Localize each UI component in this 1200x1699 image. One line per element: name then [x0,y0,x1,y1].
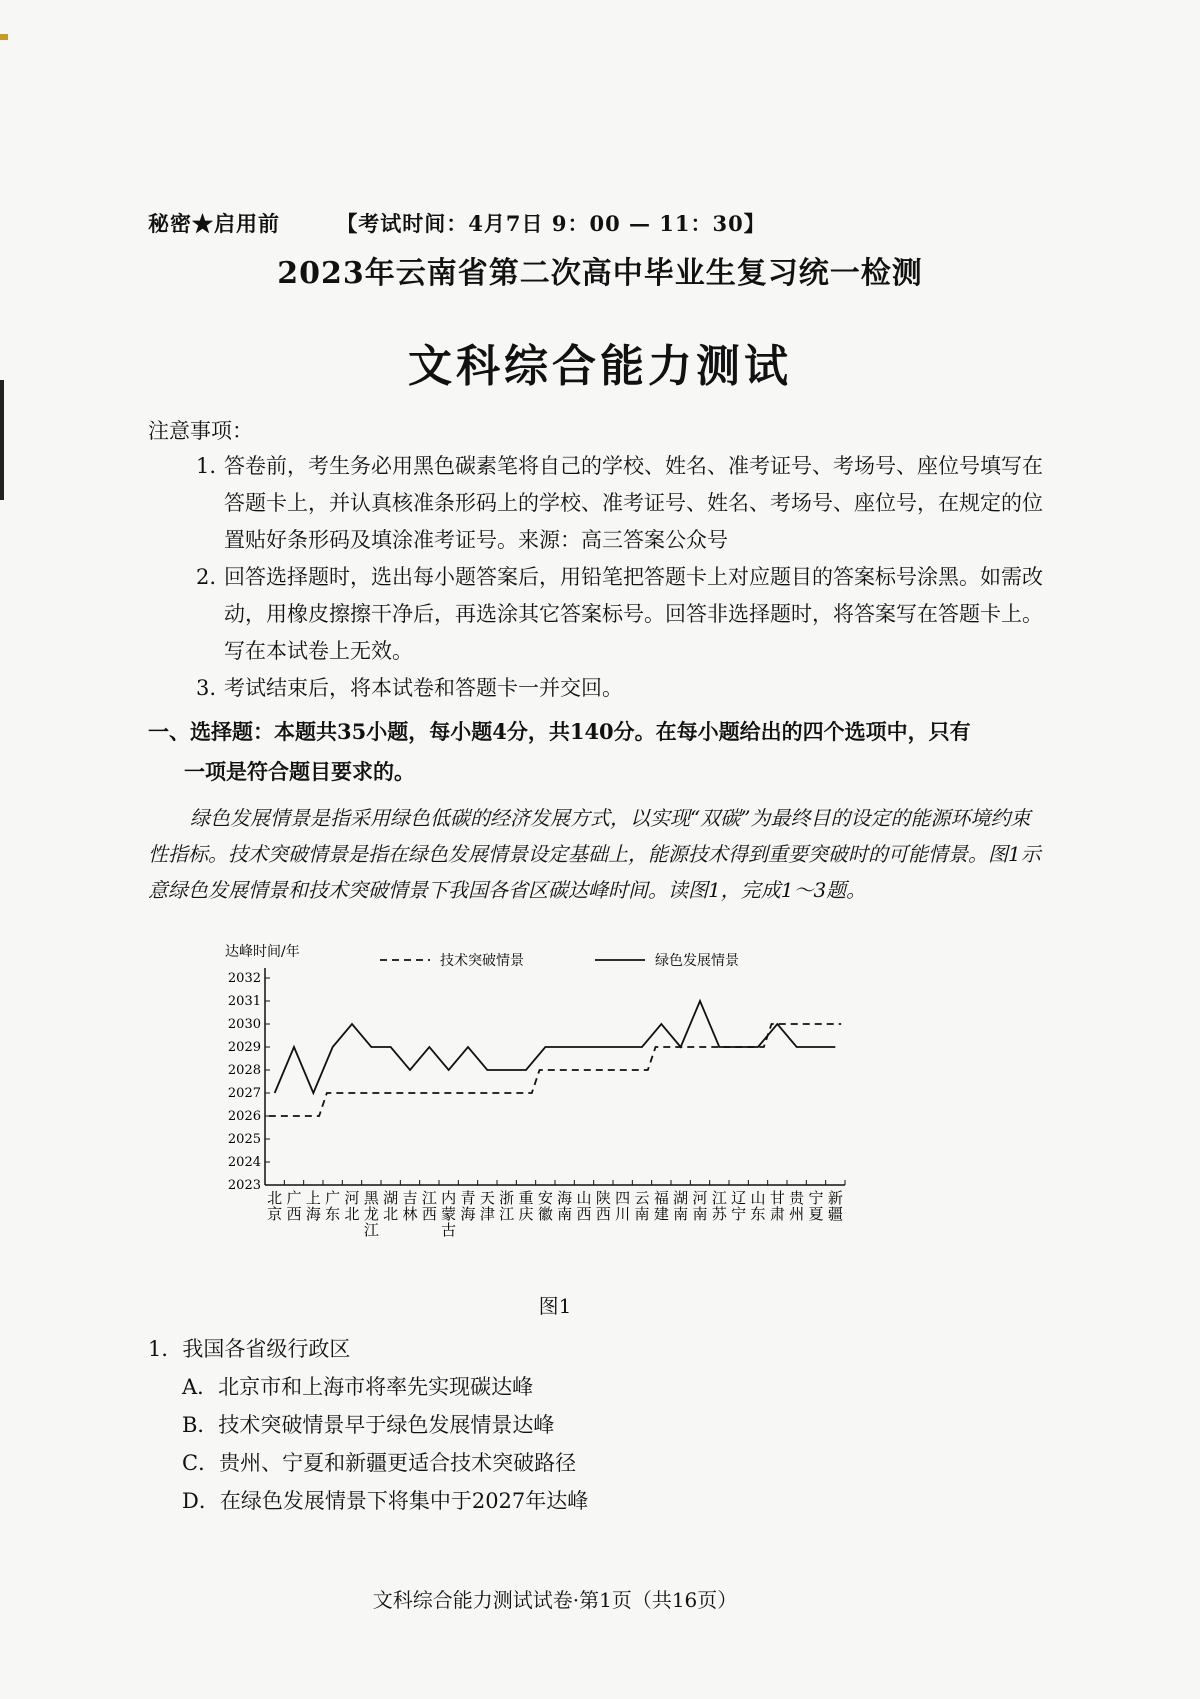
x-tick-label: 福建 [653,1189,669,1223]
notice-text: 考试结束后，将本试卷和答题卡一并交回。 [224,676,623,700]
x-tick-label: 江苏 [711,1189,727,1223]
section-line-1: 一、选择题：本题共35小题，每小题4分，共140分。在每小题给出的四个选项中，只有 [148,719,971,744]
series-line-tech-breakthrough [269,1024,841,1116]
notice-number: 2. [196,565,217,589]
x-tick-label: 广东 [325,1189,341,1223]
x-tick-label: 山东 [750,1189,766,1223]
notice-text: 答卷前，考生务必用黑色碳素笔将自己的学校、姓名、准考证号、考场号、座位号填写在答题卡上，并认真核准条形码上的学校、准考证号、姓名、考场号、座位号，在规定的位置贴好条形码及填涂准考证号。来源：高三答案公众号 [224,454,1043,552]
x-tick-label: 辽宁 [731,1189,747,1223]
x-tick-label: 江西 [421,1189,437,1223]
exam-title: 2023年云南省第二次高中毕业生复习统一检测 [277,256,923,291]
x-tick-label: 甘肃 [769,1189,785,1223]
legend-green-label: 绿色发展情景 [655,953,739,969]
x-tick-label: 安徽 [537,1189,553,1223]
x-tick-label: 天津 [479,1189,495,1223]
question-stem: 1．我国各省级行政区 [148,1337,351,1361]
y-tick-label: 2032 [227,971,261,986]
x-tick-label: 黑龙江 [363,1189,379,1239]
question-1 [148,1330,588,1520]
scan-left-shadow [0,380,4,500]
y-tick-label: 2031 [227,994,261,1009]
intro-paragraph: 绿色发展情景是指采用绿色低碳的经济发展方式，以实现“双碳”为最终目的设定的能源环境约束性指标。技术突破情景是指在绿色发展情景设定基础上，能源技术得到重要突破时的可能情景。图1示意绿色发展情景和技术突破情景下我国各省区碳达峰时间。读图1，完成1～3题。 [148,806,1041,902]
y-tick-label: 2024 [227,1155,261,1170]
subject-title: 文科综合能力测试 [408,341,792,392]
page-footer: 文科综合能力测试试卷·第1页（共16页） [372,1588,738,1612]
notice-item [196,448,1056,559]
x-tick-label: 湖北 [383,1189,399,1223]
option-d: D．在绿色发展情景下将集中于2027年达峰 [182,1489,589,1513]
y-tick-label: 2030 [227,1017,261,1032]
section-heading [148,712,1048,792]
secret-label: 秘密★启用前 [148,211,280,236]
x-tick-label: 陕西 [595,1189,611,1223]
x-tick-label: 浙江 [499,1189,515,1223]
series-line-green-development [275,1001,836,1093]
x-tick-label: 河北 [344,1189,360,1223]
x-tick-label: 内蒙古 [441,1189,457,1239]
x-tick-label: 吉林 [402,1189,418,1223]
x-tick-label: 北京 [267,1189,283,1223]
notice-list [196,448,1056,707]
y-tick-label: 2025 [227,1132,261,1147]
x-tick-label: 河南 [692,1189,708,1223]
exam-time: 【考试时间：4月7日 9：00 — 11：30】 [336,211,766,236]
x-tick-label: 青海 [460,1189,476,1223]
y-tick-label: 2023 [227,1178,261,1193]
notice-number: 3. [196,676,217,700]
legend-tech-label: 技术突破情景 [440,953,524,969]
section-line-2: 一项是符合题目要求的。 [184,759,415,784]
figure-1-chart [220,940,940,1284]
x-tick-label: 新疆 [827,1189,843,1223]
y-tick-label: 2028 [227,1063,261,1078]
x-tick-label: 四川 [615,1189,631,1223]
chart-svg [220,940,940,1280]
option-b: B．技术突破情景早于绿色发展情景达峰 [182,1413,555,1437]
option-a: A．北京市和上海市将率先实现碳达峰 [182,1375,534,1399]
option-c: C．贵州、宁夏和新疆更适合技术突破路径 [182,1451,577,1475]
notice-number: 1. [196,454,217,478]
header-line [148,208,766,238]
notice-heading: 注意事项： [148,419,253,443]
y-tick-label: 2027 [227,1086,261,1101]
y-axis-label: 达峰时间/年 [225,944,300,960]
x-tick-label: 湖南 [673,1189,689,1223]
x-tick-label: 山西 [576,1189,592,1223]
notice-item [196,670,1056,707]
scan-edge-mark [0,34,8,40]
x-tick-label: 重庆 [518,1189,534,1223]
x-tick-label: 云南 [634,1189,650,1223]
x-tick-label: 海南 [557,1189,573,1223]
x-tick-label: 宁夏 [808,1189,824,1223]
figure-caption: 图1 [538,1294,572,1318]
notice-text: 回答选择题时，选出每小题答案后，用铅笔把答题卡上对应题目的答案标号涂黑。如需改动，用橡皮擦擦干净后，再选涂其它答案标号。回答非选择题时，将答案写在答题卡上。写在本试卷上无效。 [224,565,1043,663]
y-tick-label: 2029 [227,1040,261,1055]
notice-item [196,559,1056,670]
x-tick-label: 广西 [286,1189,302,1223]
x-tick-label: 贵州 [789,1189,805,1223]
x-tick-label: 上海 [305,1189,321,1223]
y-tick-label: 2026 [227,1109,261,1124]
